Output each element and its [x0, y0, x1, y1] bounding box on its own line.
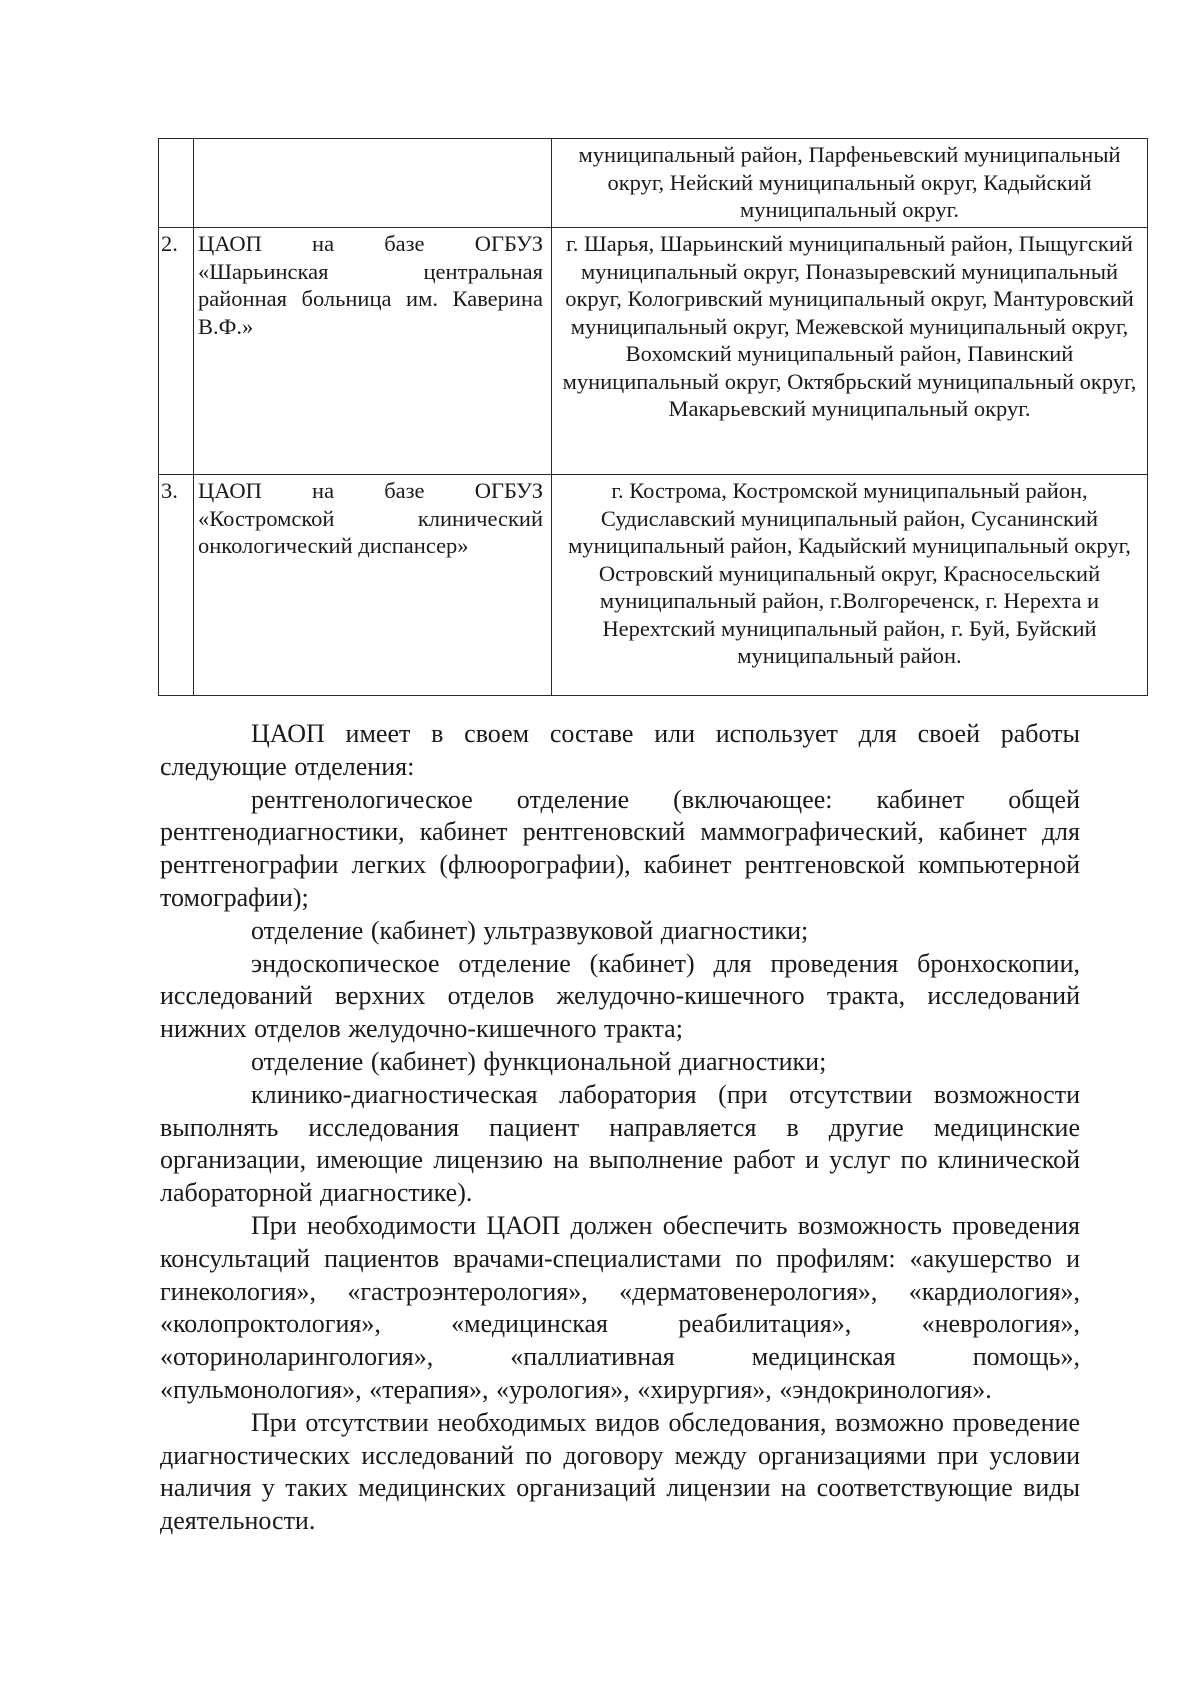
paragraph-laboratory: клинико-диагностическая лаборатория (при отсутствии возможности выполнять исследования пациент направляется в другие медицинские организации, имеющие лицензию на выполнение работ и услуг по клинической лабораторной диагностике).	[160, 1079, 1080, 1208]
table-row	[159, 139, 1148, 228]
paragraph-intro: ЦАОП имеет в своем составе или использует для своей работы следующие отделения:	[160, 719, 1080, 781]
paragraph-consultations: При необходимости ЦАОП должен обеспечить возможность проведения консультаций пациентов врачами-специалистами по профилям: «акушерство и гинекология», «гастроэнтерология», «дерматовенерология», «кардиология», «колопроктология», «медицинская реабилитация», «неврология», «оториноларингология», «паллиативная медицинская помощь», «пульмонология», «терапия», «урология», «хирургия», «эндокринология».	[160, 1210, 1080, 1404]
paragraph-radiology: рентгенологическое отделение (включающее: кабинет общей рентгенодиагностики, кабинет рентгеновский маммографический, кабинет для рентгенографии легких (флюорографии), кабинет рентгеновской компьютерной томографии);	[160, 784, 1080, 912]
table-row	[159, 475, 1148, 696]
paragraph-functional: отделение (кабинет) функциональной диагностики;	[251, 1046, 827, 1076]
row-number: 2.	[159, 228, 194, 475]
organization-name: ЦАОП на базе ОГБУЗ «Шарьинская центральная районная больница им. Каверина В.Ф.»	[194, 228, 552, 475]
organization-name	[194, 139, 552, 228]
caop-table	[158, 138, 1148, 696]
service-area: г. Шарья, Шарьинский муниципальный район, Пыщугский муниципальный округ, Поназыревский муниципальный округ, Кологривский муниципальный округ, Мантуровский муниципальный округ, Межевской муниципальный округ, Вохомский муниципальный район, Павинский муниципальный округ, Октябрьский муниципальный округ, Макарьевский муниципальный округ.	[552, 228, 1148, 475]
table-row	[159, 228, 1148, 475]
row-number: 3.	[159, 475, 194, 696]
paragraph-ultrasound: отделение (кабинет) ультразвуковой диагностики;	[251, 915, 809, 945]
body-text	[160, 718, 1080, 1538]
paragraph-endoscopy: эндоскопическое отделение (кабинет) для проведения бронхоскопии, исследований верхних отделов желудочно-кишечного тракта, исследований нижних отделов желудочно-кишечного тракта;	[160, 948, 1080, 1044]
service-area: муниципальный район, Парфеньевский муниципальный округ, Нейский муниципальный округ, Кадыйский муниципальный округ.	[552, 139, 1148, 228]
organization-name: ЦАОП на базе ОГБУЗ «Костромской клинический онкологический диспансер»	[194, 475, 552, 696]
service-area: г. Кострома, Костромской муниципальный район, Судиславский муниципальный район, Сусанинский муниципальный район, Кадыйский муниципальный округ, Островский муниципальный округ, Красносельский муниципальный район, г.Волгореченск, г. Нерехта и Нерехтский муниципальный район, г. Буй, Буйский муниципальный район.	[552, 475, 1148, 696]
paragraph-contract: При отсутствии необходимых видов обследования, возможно проведение диагностических исследований по договору между организациями при условии наличия у таких медицинских организаций лицензии на соответствующие виды деятельности.	[160, 1407, 1080, 1536]
row-number	[159, 139, 194, 228]
